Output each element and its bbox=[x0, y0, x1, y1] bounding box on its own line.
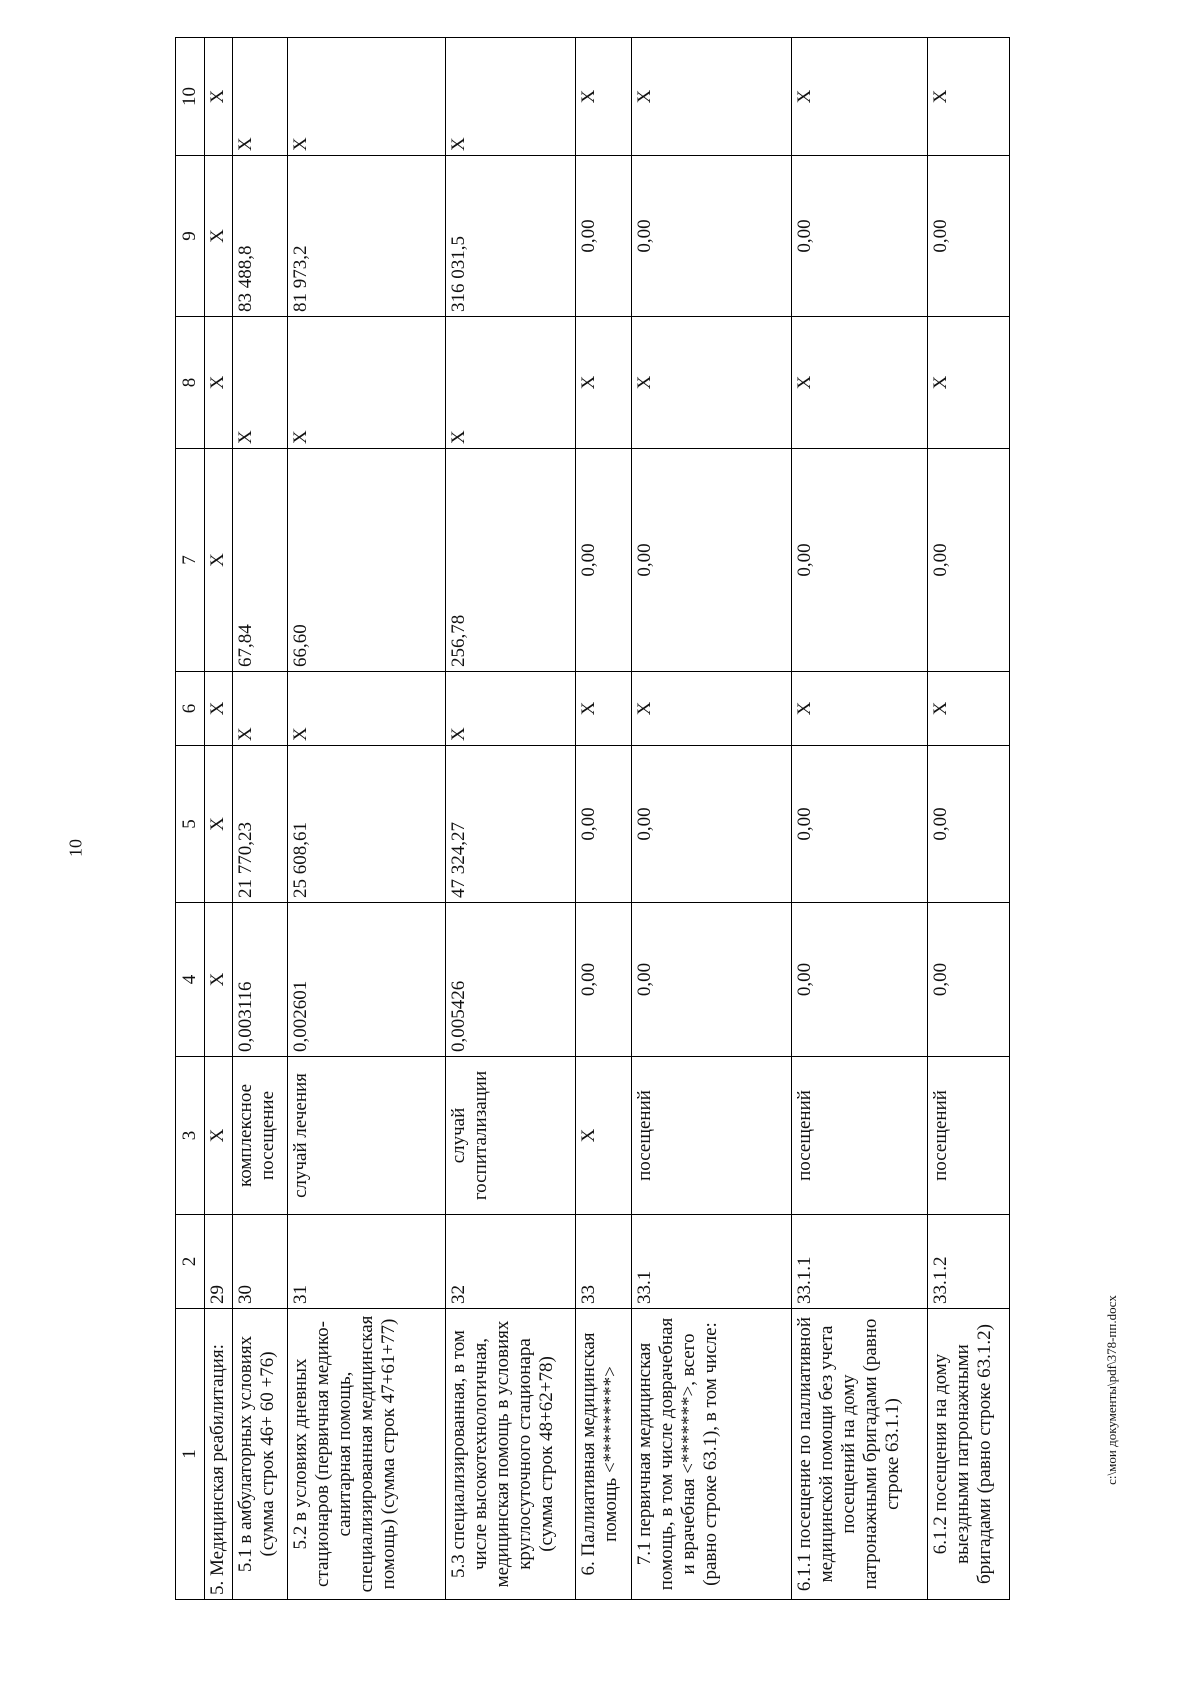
value-cell: X bbox=[927, 317, 1009, 449]
value-cell: X bbox=[287, 38, 445, 156]
row-label-cell: 6.1.1 посещение по паллиативной медицинской помощи без учета посещений на дому патронажными бригадами (равно строке 63.1.1) bbox=[792, 1309, 927, 1600]
table-row bbox=[792, 38, 927, 1600]
row-label-cell: 6. Паллиативная медицинская помощь <*********> bbox=[576, 1309, 632, 1600]
table-row bbox=[927, 38, 1009, 1600]
table-row bbox=[204, 38, 233, 1600]
value-cell: 0,00 bbox=[927, 449, 1009, 672]
row-number-cell: 33.1.1 bbox=[792, 1215, 927, 1309]
value-cell: 0,00 bbox=[632, 156, 792, 317]
value-cell: 47 324,27 bbox=[446, 746, 576, 903]
header-cell: 7 bbox=[176, 449, 205, 672]
value-cell: X bbox=[204, 449, 233, 672]
value-cell: X bbox=[927, 38, 1009, 156]
row-number-cell: 33 bbox=[576, 1215, 632, 1309]
value-cell: X bbox=[204, 903, 233, 1057]
header-cell: 2 bbox=[176, 1215, 205, 1309]
value-cell: X bbox=[792, 38, 927, 156]
value-cell: 0,00 bbox=[792, 156, 927, 317]
value-cell: 83 488,8 bbox=[233, 156, 288, 317]
row-number-cell: 30 bbox=[233, 1215, 288, 1309]
value-cell: 0,002601 bbox=[287, 903, 445, 1057]
value-cell: 0,00 bbox=[576, 746, 632, 903]
value-cell: 0,00 bbox=[792, 903, 927, 1057]
value-cell: X bbox=[204, 38, 233, 156]
header-cell: 4 bbox=[176, 903, 205, 1057]
value-cell: 81 973,2 bbox=[287, 156, 445, 317]
value-cell: X bbox=[632, 38, 792, 156]
value-cell: 0,00 bbox=[576, 156, 632, 317]
table-header-row bbox=[176, 38, 205, 1600]
row-number-cell: 33.1 bbox=[632, 1215, 792, 1309]
value-cell: X bbox=[446, 38, 576, 156]
value-cell: 0,00 bbox=[576, 903, 632, 1057]
value-cell: X bbox=[632, 317, 792, 449]
value-cell: X bbox=[287, 672, 445, 746]
value-cell: X bbox=[204, 156, 233, 317]
value-cell: 0,005426 bbox=[446, 903, 576, 1057]
value-cell: X bbox=[233, 38, 288, 156]
value-cell: 25 608,61 bbox=[287, 746, 445, 903]
unit-cell: случай госпитализации bbox=[446, 1057, 576, 1215]
unit-cell: комплексное посещение bbox=[233, 1057, 288, 1215]
row-number-cell: 32 bbox=[446, 1215, 576, 1309]
row-label-cell: 5. Медицинская реабилитация: bbox=[204, 1309, 233, 1600]
header-cell: 1 bbox=[176, 1309, 205, 1600]
value-cell: X bbox=[576, 672, 632, 746]
table-row bbox=[446, 38, 576, 1600]
row-label-cell: 5.3 специализированная, в том числе высокотехнологичная, медицинская помощь в условиях круглосуточного стационара (сумма строк 48+62+78) bbox=[446, 1309, 576, 1600]
value-cell: 66,60 bbox=[287, 449, 445, 672]
rotated-table-sheet bbox=[175, 38, 1010, 1600]
value-cell: 0,00 bbox=[632, 449, 792, 672]
value-cell: X bbox=[204, 672, 233, 746]
footer-file-path: c:\мои документы\pdf\378-пп.docx bbox=[1104, 1295, 1119, 1485]
value-cell: X bbox=[792, 317, 927, 449]
value-cell: X bbox=[204, 317, 233, 449]
unit-cell: посещений bbox=[792, 1057, 927, 1215]
value-cell: 316 031,5 bbox=[446, 156, 576, 317]
header-cell: 5 bbox=[176, 746, 205, 903]
table-row bbox=[233, 38, 288, 1600]
value-cell: 0,00 bbox=[632, 903, 792, 1057]
table-row bbox=[576, 38, 632, 1600]
table-row bbox=[632, 38, 792, 1600]
header-cell: 10 bbox=[176, 38, 205, 156]
value-cell: X bbox=[233, 317, 288, 449]
value-cell: 0,00 bbox=[632, 746, 792, 903]
header-cell: 8 bbox=[176, 317, 205, 449]
value-cell: 0,00 bbox=[927, 903, 1009, 1057]
value-cell: X bbox=[446, 317, 576, 449]
row-label-cell: 5.1 в амбулаторных условиях (сумма строк 46+ 60 +76) bbox=[233, 1309, 288, 1600]
value-cell: 0,00 bbox=[576, 449, 632, 672]
value-cell: 0,00 bbox=[927, 746, 1009, 903]
value-cell: X bbox=[576, 38, 632, 156]
value-cell: X bbox=[576, 317, 632, 449]
value-cell: 67,84 bbox=[233, 449, 288, 672]
value-cell: 256,78 bbox=[446, 449, 576, 672]
value-cell: X bbox=[792, 672, 927, 746]
page-number: 10 bbox=[65, 839, 86, 857]
header-cell: 3 bbox=[176, 1057, 205, 1215]
row-label-cell: 6.1.2 посещения на дому выездными патронажными бригадами (равно строке 63.1.2) bbox=[927, 1309, 1009, 1600]
row-label-cell: 5.2 в условиях дневных стационаров (первичная медико-санитарная помощь, специализированная медицинская помощь) (сумма строк 47+61+77) bbox=[287, 1309, 445, 1600]
table-row bbox=[287, 38, 445, 1600]
value-cell: 21 770,23 bbox=[233, 746, 288, 903]
value-cell: 0,00 bbox=[792, 746, 927, 903]
unit-cell: посещений bbox=[632, 1057, 792, 1215]
header-cell: 9 bbox=[176, 156, 205, 317]
unit-cell: X bbox=[204, 1057, 233, 1215]
row-number-cell: 33.1.2 bbox=[927, 1215, 1009, 1309]
value-cell: 0,00 bbox=[927, 156, 1009, 317]
header-cell: 6 bbox=[176, 672, 205, 746]
unit-cell: случай лечения bbox=[287, 1057, 445, 1215]
value-cell: X bbox=[204, 746, 233, 903]
data-table bbox=[175, 37, 1010, 1600]
row-number-cell: 29 bbox=[204, 1215, 233, 1309]
row-number-cell: 31 bbox=[287, 1215, 445, 1309]
row-label-cell: 7.1 первичная медицинская помощь, в том числе доврачебная и врачебная <*******>, всего (равно строке 63.1), в том числе: bbox=[632, 1309, 792, 1600]
value-cell: X bbox=[233, 672, 288, 746]
value-cell: X bbox=[632, 672, 792, 746]
value-cell: 0,003116 bbox=[233, 903, 288, 1057]
unit-cell: X bbox=[576, 1057, 632, 1215]
value-cell: X bbox=[287, 317, 445, 449]
unit-cell: посещений bbox=[927, 1057, 1009, 1215]
value-cell: X bbox=[446, 672, 576, 746]
value-cell: X bbox=[927, 672, 1009, 746]
value-cell: 0,00 bbox=[792, 449, 927, 672]
